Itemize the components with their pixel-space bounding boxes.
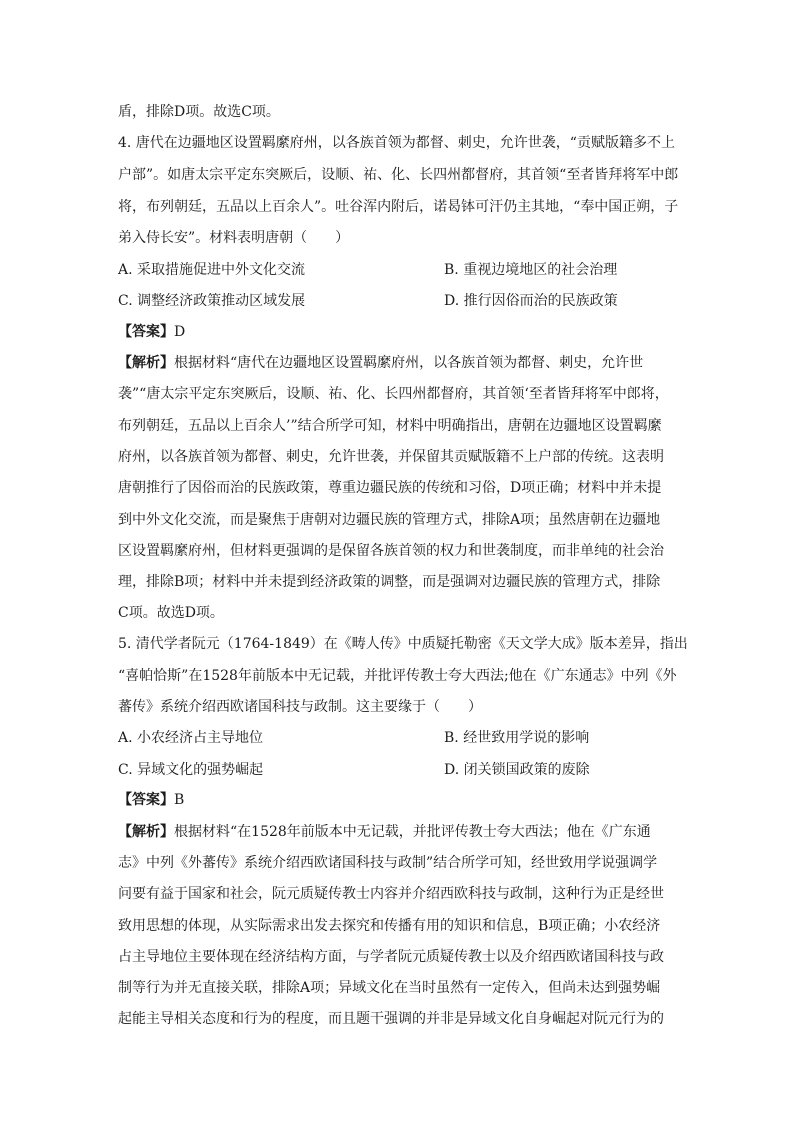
q4-analysis-line: 理，排除B项；材料中并未提到经济政策的调整，而是强调对边疆民族的管理方式，排除 [118, 574, 661, 590]
q5-analysis-line: 制等行为并无直接关联，排除A项；异域文化在当时虽然有一定传入，但尚未达到强势崛 [118, 980, 661, 996]
q5-stem-line: “喜帕恰斯”在1528年前版本中无记载，并批评传教士夸大西法;他在《广东通志》中列《外 [118, 668, 677, 684]
q5-analysis-line: 志》中列《外蕃传》系统介绍西欧诸国科技与政制”结合所学可知，经世致用学说强调学 [118, 855, 658, 871]
q4-analysis-line: 袭”“唐太宗平定东突厥后，设顺、祐、化、长四州都督府，其首领‘至者皆拜将军中郎将， [118, 386, 669, 402]
q4-analysis-line: 唐朝推行了因俗而治的民族政策，尊重边疆民族的传统和习俗，D项正确；材料中并未提 [118, 480, 662, 496]
analysis-label: 【解析】 [118, 824, 174, 840]
answer-value: D [174, 324, 186, 340]
q5-stem-line: 蕃传》系统介绍西欧诸国科技与政制。这主要缘于（ ） [118, 699, 482, 715]
q4-stem-line: 弟入侍长安”。材料表明唐朝（ ） [118, 230, 350, 246]
answer-label: 【答案】 [118, 792, 174, 808]
analysis-label: 【解析】 [118, 355, 174, 371]
q5-analysis-line: 占主导地位主要体现在经济结构方面，与学者阮元质疑传教士以及介绍西欧诸国科技与政 [118, 949, 664, 965]
answer-label: 【答案】 [118, 324, 174, 340]
q4-stem-line: 将，布列朝廷，五品以上百余人”。吐谷浑内附后，诺曷钵可汗仍主其地，“奉中国正朔，子 [118, 199, 679, 215]
q5-analysis-line: 起能主导相关态度和行为的程度，而且题干强调的并非是异域文化自身崛起对阮元行为的 [118, 1011, 664, 1027]
q4-option-a: A. 采取措施促进中外文化交流 [118, 262, 306, 278]
q5-analysis-line: 致用思想的体现，从实际需求出发去探究和传播有用的知识和信息，B项正确；小农经济 [118, 918, 661, 934]
q4-analysis-line [118, 353, 643, 373]
analysis-text: 根据材料“在1528年前版本中无记载，并批评传教士夸大西法；他在《广东通 [174, 824, 651, 840]
q4-analysis-line: 布列朝廷，五品以上百余人’”结合所学可知，材料中明确指出，唐朝在边疆地区设置羁縻 [118, 418, 662, 434]
q5-analysis-line [118, 822, 651, 842]
q4-analysis-line: 府州，以各族首领为都督、刺史，允许世袭，并保留其贡赋版籍不上户部的传统。这表明 [118, 449, 664, 465]
q5-option-b: B. 经世致用学说的影响 [444, 730, 590, 746]
q4-analysis-line: 到中外文化交流，而是聚焦于唐朝对边疆民族的管理方式，排除A项；虽然唐朝在边疆地 [118, 512, 661, 528]
q4-option-d: D. 推行因俗而治的民族政策 [444, 293, 618, 309]
q4-option-c: C. 调整经济政策推动区域发展 [118, 293, 306, 309]
q4-option-b: B. 重视边境地区的社会治理 [444, 262, 618, 278]
q4-stem-line: 户部”。如唐太宗平定东突厥后，设顺、祐、化、长四州都督府，其首领“至者皆拜将军中郎 [118, 167, 679, 183]
q4-stem-line: 4. 唐代在边疆地区设置羁縻府州，以各族首领为都督、刺史，允许世袭，“贡赋版籍多不上 [118, 135, 675, 151]
analysis-text: 根据材料“唐代在边疆地区设置羁縻府州，以各族首领为都督、刺史，允许世 [174, 355, 644, 371]
q4-analysis-line: C项。故选D项。 [118, 605, 224, 621]
q5-answer [118, 790, 184, 810]
q5-option-a: A. 小农经济占主导地位 [118, 730, 264, 746]
q5-option-c: C. 异域文化的强势崛起 [118, 762, 264, 778]
q4-answer [118, 322, 185, 342]
q5-option-d: D. 闭关锁国政策的废除 [444, 762, 590, 778]
q5-stem-line: 5. 清代学者阮元（1764-1849）在《畴人传》中质疑托勒密《天文学大成》版本差异，指出 [118, 636, 688, 652]
answer-value: B [174, 792, 185, 808]
q4-analysis-line: 区设置羁縻府州，但材料更强调的是保留各族首领的权力和世袭制度，而非单纯的社会治 [118, 543, 664, 559]
continuation-text: 盾，排除D项。故选C项。 [118, 104, 280, 120]
q5-analysis-line: 问要有益于国家和社会，阮元质疑传教士内容并介绍西欧科技与政制，这种行为正是经世 [118, 886, 664, 902]
